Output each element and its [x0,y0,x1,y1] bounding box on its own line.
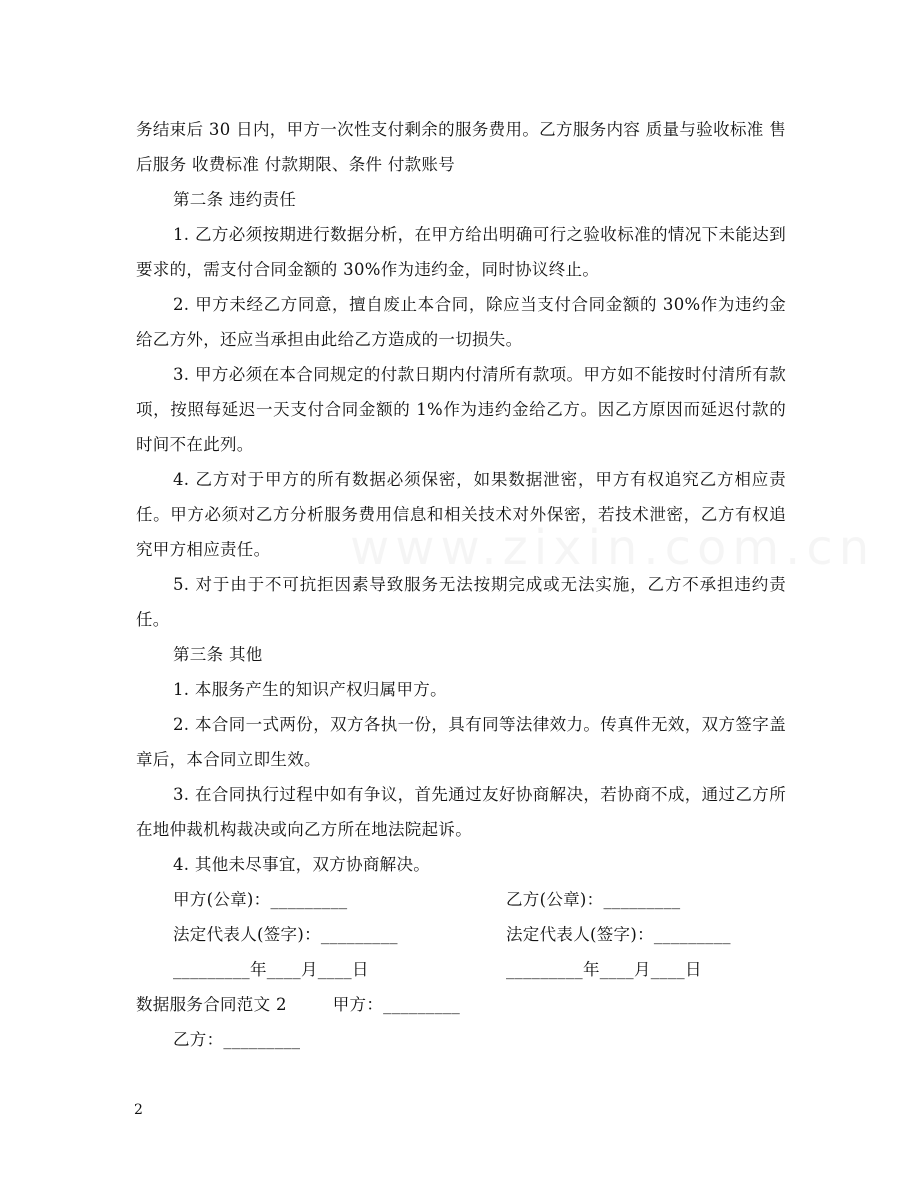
paragraph-continuation: 务结束后 30 日内，甲方一次性支付剩余的服务费用。乙方服务内容 质量与验收标准 售后服务 收费标准 付款期限、条件 付款账号 [136,120,786,174]
signature-seal-row [136,882,786,917]
next-contract-title: 数据服务合同范文 2 [136,995,287,1014]
next-contract-header [136,987,786,1022]
clause-3-2: 2. 本合同一式两份，双方各执一份，具有同等法律效力。传真件无效，双方签字盖章后，本合同立即生效。 [136,715,786,769]
clause-2-5: 5. 对于由于不可抗拒因素导致服务无法按期完成或无法实施，乙方不承担违约责任。 [136,575,786,629]
signature-representative-row [136,917,786,952]
clause-2-1: 1. 乙方必须按期进行数据分析，在甲方给出明确可行之验收标准的情况下未能达到要求的，需支付合同金额的 30%作为违约金，同时协议终止。 [136,225,786,279]
party-a-date-field: _________年____月____日 [173,960,369,979]
document-body [136,112,786,1057]
clause-2-3: 3. 甲方必须在本合同规定的付款日期内付清所有款项。甲方如不能按时付清所有款项，按照每延迟一天支付合同金额的 1%作为违约金给乙方。因乙方原因而延迟付款的时间不在此列。 [136,365,786,454]
clause-3-4: 4. 其他未尽事宜，双方协商解决。 [173,855,431,874]
party-b-date-field: _________年____月____日 [506,960,702,979]
clause-3-3: 3. 在合同执行过程中如有争议，首先通过友好协商解决，若协商不成，通过乙方所在地仲裁机构裁决或向乙方所在地法院起诉。 [136,785,786,839]
party-a-seal-field: 甲方(公章)：_________ [173,890,348,909]
signature-date-row [136,952,786,987]
page-number: 2 [134,1102,143,1118]
next-contract-party-b: 乙方：_________ [173,1030,301,1049]
clause-3-1: 1. 本服务产生的知识产权归属甲方。 [173,680,447,699]
party-a-representative-field: 法定代表人(签字)：_________ [173,925,398,944]
clause-2-4: 4. 乙方对于甲方的所有数据必须保密，如果数据泄密，甲方有权追究乙方相应责任。甲方必须对乙方分析服务费用信息和相关技术对外保密，若技术泄密，乙方有权追究甲方相应责任。 [136,470,786,559]
party-b-representative-field: 法定代表人(签字)：_________ [506,925,731,944]
next-contract-party-b-row [136,1022,786,1057]
party-b-seal-field: 乙方(公章)：_________ [506,890,681,909]
next-contract-party-a: 甲方：_________ [332,995,461,1014]
section-heading-article-3: 第三条 其他 [173,645,263,664]
section-heading-article-2: 第二条 违约责任 [173,190,297,209]
clause-2-2: 2. 甲方未经乙方同意，擅自废止本合同，除应当支付合同金额的 30%作为违约金给乙方外，还应当承担由此给乙方造成的一切损失。 [136,295,786,349]
